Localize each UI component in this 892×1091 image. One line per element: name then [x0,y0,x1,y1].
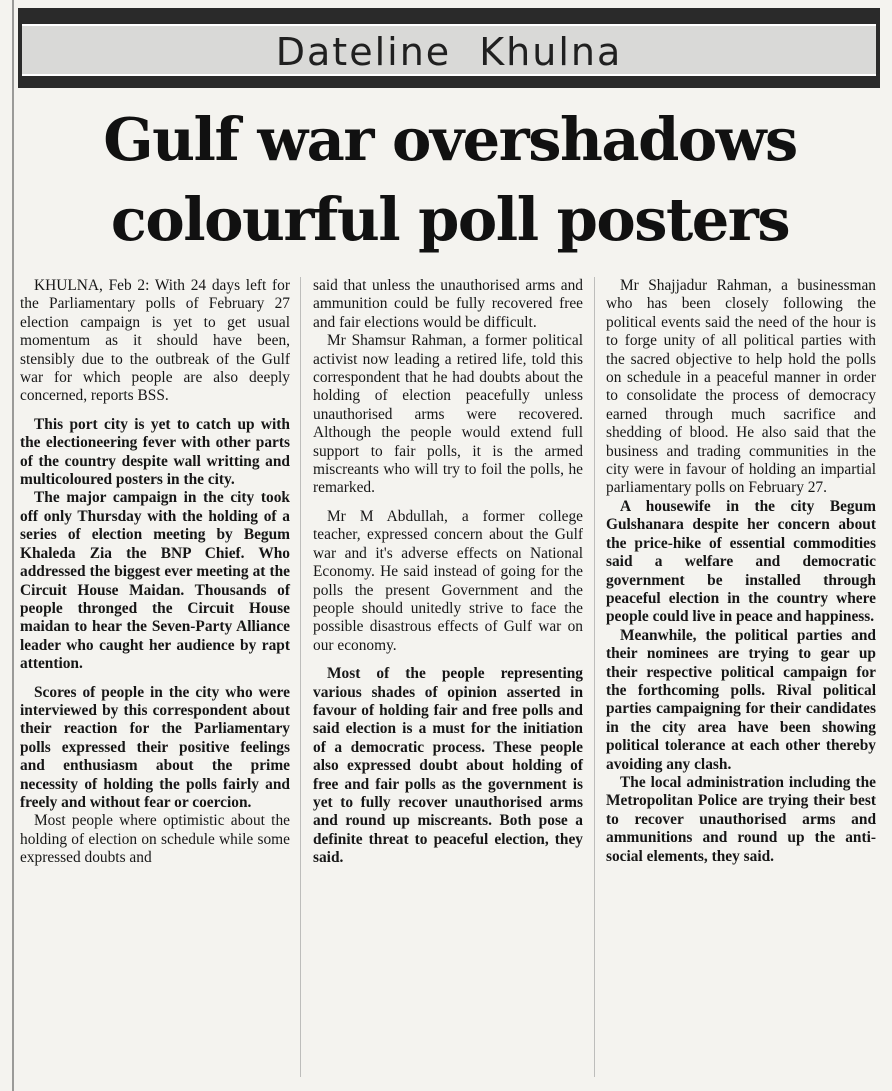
section-banner-band [22,24,876,76]
paragraph: Mr Shajjadur Rahman, a businessman who has been closely following the political events said the need of the hour is to forge unity of all political parties with the sacred objective to help hold the polls on schedule in a peaceful manner in order to consolidate the process of democracy earned through much sacrifice and shedding of blood. He also said that the business and trading communities in the city were in favour of holding an impartial parliamentary polls on February 27. [606,277,876,497]
headline-line-1: Gulf war overshadows [103,105,797,174]
paragraph: A housewife in the city Begum Gulshanara despite her concern about the price-hike of essential commodities said a welfare and democratic government be installed through peaceful election in the country where people could live in peace and happiness. [606,497,876,626]
paragraph: Mr M Abdullah, a former college teacher, expressed concern about the Gulf war and it's adverse effects on National Economy. He said instead of going for the polls the present Government and the people should unitedly strive to face the possible disastrous effects of Gulf war on our economy. [313,507,583,654]
section-banner [18,8,880,88]
paragraph: said that unless the unauthorised arms and ammunition could be fully recovered free and fair elections would be difficult. [313,277,583,331]
article-column-1 [20,277,290,868]
paragraph: Most people where optimistic about the holding of election on schedule while some expressed doubts and [20,812,290,867]
paragraph: Mr Shamsur Rahman, a former political activist now leading a retired life, told this correspondent that he had doubts about the holding of election peacefully unless unauthorised arms were recovered. Although the people would extend full support to fair polls, it is the armed miscreants who will try to foil the polls, he remarked. [313,332,583,497]
page-edge-rule [12,0,14,1091]
article-column-2 [313,277,583,868]
article-column-3 [606,277,876,866]
paragraph: Meanwhile, the political parties and their nominees are trying to gear up their respective political campaign for the forthcoming polls. Rival political parties campaigning for their candidates in the city area have been showing political tolerance at each other thereby avoiding any clash. [606,626,876,773]
paragraph: The major campaign in the city took off only Thursday with the holding of a series of election meeting by Begum Khaleda Zia the BNP Chief. Who addressed the biggest ever meeting at the Circuit House Maidan. Thousands of people thronged the Circuit House maidan to hear the Seven-Party Alliance leader who caught her audience by rapt attention. [20,489,290,673]
column-divider [594,277,595,1077]
section-title: Dateline Khulna [275,30,623,74]
paragraph: Scores of people in the city who were interviewed by this correspondent about their reaction for the Parliamentary polls expressed their positive feelings and enthusiasm about the prime necessity of holding the polls fairly and freely and without fear or coercion. [20,683,290,811]
paragraph: Most of the people representing various shades of opinion asserted in favour of holding fair and free polls and said election is a must for the initiation of a democratic process. These people also expressed doubt about holding of free and fair polls as the government is yet to fully recover unauthorised arms and round up miscreants. Both pose a definite threat to peaceful election, they said. [313,665,583,867]
paragraph: KHULNA, Feb 2: With 24 days left for the Parliamentary polls of February 27 election campaign is yet to get usual momentum as it should have been, stensibly due to the outbreak of the Gulf war for which people are also deeply concerned, reports BSS. [20,277,290,405]
headline-line-2: colourful poll posters [110,185,790,254]
paragraph: This port city is yet to catch up with the electioneering fever with other parts of the country despite wall writting and multicoloured posters in the city. [20,415,290,489]
column-divider [300,277,301,1077]
headline [20,100,880,260]
paragraph: The local administration including the Metropolitan Police are trying their best to recover unauthorised arms and ammunitions and round up the anti-social elements, they said. [606,773,876,865]
